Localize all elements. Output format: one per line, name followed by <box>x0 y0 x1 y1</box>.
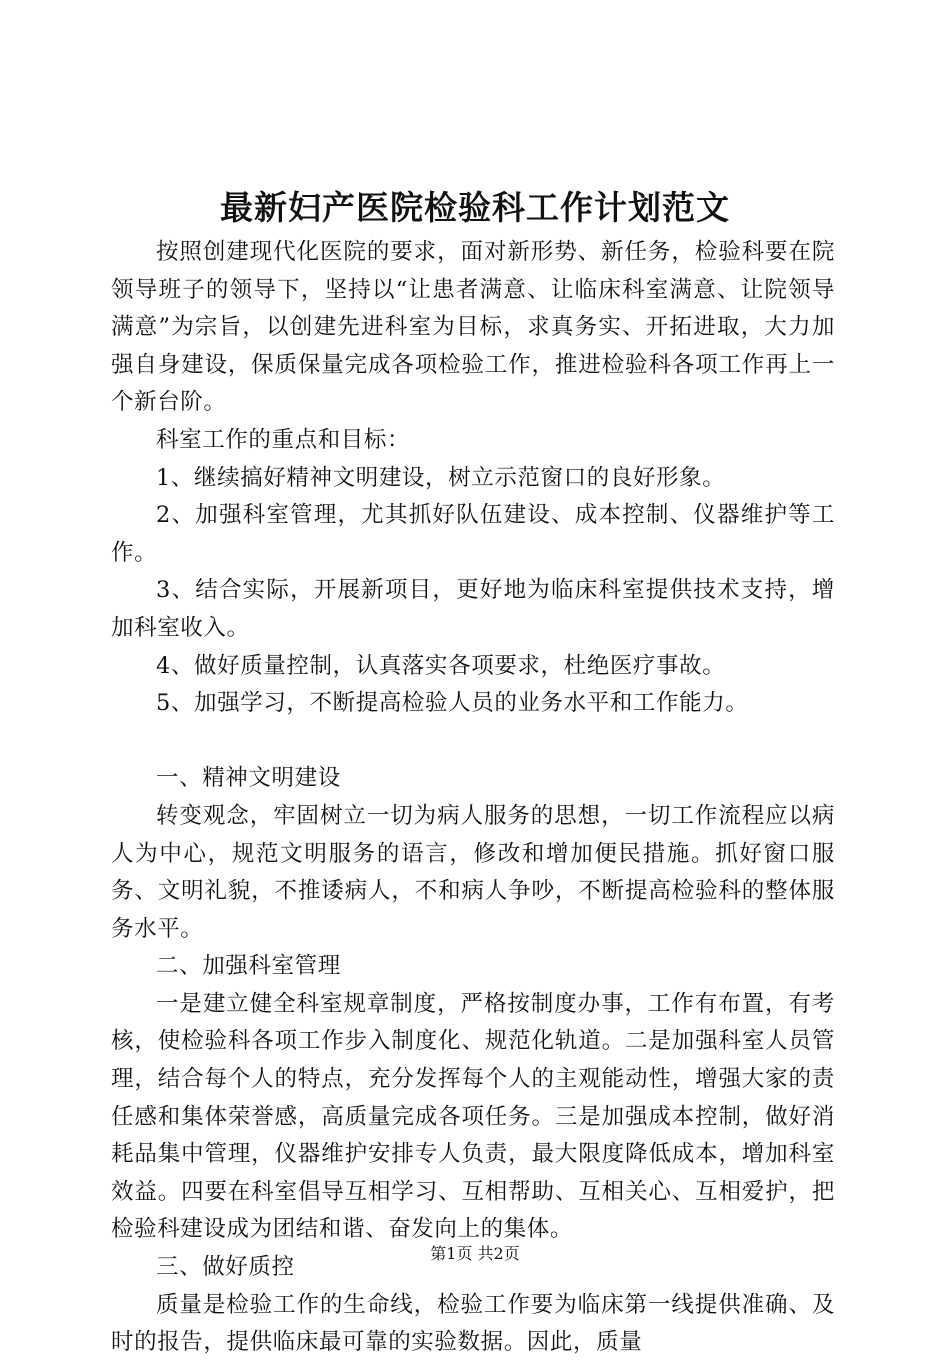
document-body <box>111 234 835 1362</box>
page-number-footer: 第1页 共2页 <box>430 1244 520 1263</box>
paragraph-section-3: 质量是检验工作的生命线，检验工作要为临床第一线提供准确、及时的报告，提供临床最可靠的实验数据。因此，质量 <box>111 1291 835 1356</box>
paragraph-intro: 按照创建现代化医院的要求，面对新形势、新任务，检验科要在院领导班子的领导下，坚持以“让患者满意、让临床科室满意、让院领导满意”为宗旨，以创建先进科室为目标，求真务实、开拓进取，大力加强自身建设，保质保量完成各项检验工作，推进检验科各项工作再上一个新台阶。 <box>111 239 835 416</box>
paragraph-goal-1: 1、继续搞好精神文明建设，树立示范窗口的良好形象。 <box>156 464 726 491</box>
section-heading-3: 三、做好质控 <box>156 1254 295 1281</box>
paragraph-section-2: 一是建立健全科室规章制度，严格按制度办事，工作有布置，有考核，使检验科各项工作步入制度化、规范化轨道。二是加强科室人员管理，结合每个人的特点，充分发挥每个人的主观能动性，增强大家的责任感和集体荣誉感，高质量完成各项任务。三是加强成本控制，做好消耗品集中管理，仪器维护安排专人负责，最大限度降低成本，增加科室效益。四要在科室倡导互相学习、互相帮助、互相关心、互相爱护，把检验科建设成为团结和谐、奋发向上的集体。 <box>111 990 835 1243</box>
paragraph-goal-2: 2、加强科室管理，尤其抓好队伍建设、成本控制、仪器维护等工作。 <box>111 502 835 566</box>
section-heading-1: 一、精神文明建设 <box>156 765 341 792</box>
paragraph-goal-3: 3、结合实际，开展新项目，更好地为临床科室提供技术支持，增加科室收入。 <box>111 577 835 641</box>
paragraph-goal-4: 4、做好质量控制，认真落实各项要求，杜绝医疗事故。 <box>156 652 726 679</box>
paragraph-goals-heading: 科室工作的重点和目标： <box>156 426 411 453</box>
section-heading-2: 二、加强科室管理 <box>156 953 341 980</box>
blank-line <box>111 723 835 761</box>
paragraph-goal-5: 5、加强学习，不断提高检验人员的业务水平和工作能力。 <box>156 690 749 717</box>
paragraph-section-1: 转变观念，牢固树立一切为病人服务的思想，一切工作流程应以病人为中心，规范文明服务的语言，修改和增加便民措施。抓好窗口服务、文明礼貌，不推诿病人，不和病人争吵，不断提高检验科的整体服务水平。 <box>111 802 835 942</box>
document-title: 最新妇产医院检验科工作计划范文 <box>220 188 730 227</box>
